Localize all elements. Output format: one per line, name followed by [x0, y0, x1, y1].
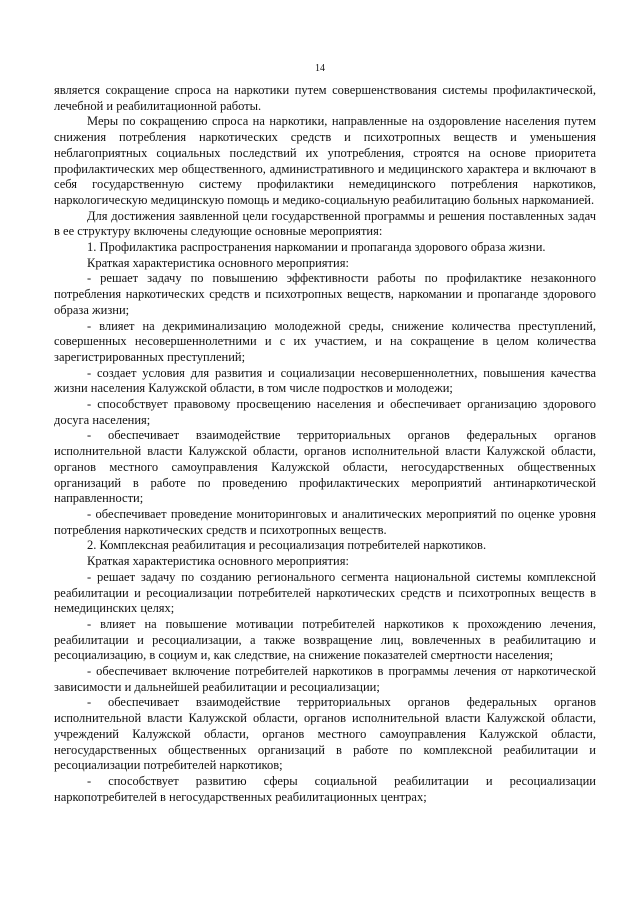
paragraph: Краткая характеристика основного мероприятия:	[87, 554, 349, 569]
list-item: - обеспечивает взаимодействие территориальных органов федеральных органов исполнительной власти Калужской области, органов исполнительной власти Калужской области, учреждений Калужской области, органов местного самоуправления Калужской области, негосударственных общественных организаций в работе по комплексной реабилитации и ресоциализации потребителей наркотиков;	[54, 695, 596, 773]
paragraph: Для достижения заявленной цели государственной программы и решения поставленных задач в ее структуру включены следующие основные мероприятия:	[54, 208, 596, 239]
paragraph: Меры по сокращению спроса на наркотики, направленные на оздоровление населения путем снижения потребления наркотических средств и психотропных веществ и уменьшения неблагоприятных социальных последствий их употребления, строятся на основе приоритета профилактических мер общественного, административного и медицинского характера и включают в себя государственную систему профилактики немедицинского потребления наркотиков, наркологическую медицинскую помощь и медико-социальную реабилитацию больных наркоманией.	[54, 114, 596, 207]
list-item: - обеспечивает взаимодействие территориальных органов федеральных органов исполнительной власти Калужской области, органов исполнительной власти Калужской области, органов местного самоуправления Калужской области, негосударственных общественных организаций в работе по проведению профилактических мероприятий антинаркотической направленности;	[54, 428, 596, 506]
list-item: - обеспечивает проведение мониторинговых и аналитических мероприятий по оценке уровня потребления наркотических средств и психотропных веществ.	[54, 506, 596, 537]
body-text	[54, 83, 596, 805]
list-item: - способствует правовому просвещению населения и обеспечивает организацию здорового досуга населения;	[54, 397, 596, 427]
list-item: - влияет на повышение мотивации потребителей наркотиков к прохождению лечения, реабилитации и ресоциализации, а также возвращение лиц, вовлеченных в реабилитацию и ресоциализацию, в социум и, как следствие, на снижение показателей смертности населения;	[54, 616, 596, 663]
list-item: - обеспечивает включение потребителей наркотиков в программы лечения от наркотической зависимости и дальнейшей реабилитации и ресоциализации;	[54, 664, 596, 694]
list-item: - создает условия для развития и социализации несовершеннолетних, повышения качества жизни населения Калужской области, в том числе подростков и молодежи;	[54, 365, 596, 396]
list-item: - способствует развитию сферы социальной реабилитации и ресоциализации наркопотребителей в негосударственных реабилитационных центрах;	[54, 773, 596, 804]
list-item: - решает задачу по повышению эффективности работы по профилактике незаконного потребления наркотических средств и психотропных веществ, наркомании и пропаганде здорового образа жизни;	[54, 271, 596, 317]
page-number: 14	[315, 63, 325, 74]
paragraph: Краткая характеристика основного мероприятия:	[87, 255, 349, 270]
section-heading: 1. Профилактика распространения наркомании и пропаганда здорового образа жизни.	[87, 240, 546, 255]
section-heading: 2. Комплексная реабилитация и ресоциализация потребителей наркотиков.	[87, 538, 487, 553]
list-item: - решает задачу по созданию регионального сегмента национальной системы комплексной реабилитации и ресоциализации потребителей наркотических средств и психотропных веществ в немедицинских целях;	[54, 569, 596, 616]
paragraph: является сокращение спроса на наркотики путем совершенствования системы профилактической, лечебной и реабилитационной работы.	[54, 83, 596, 113]
list-item: - влияет на декриминализацию молодежной среды, снижение количества преступлений, совершенных несовершеннолетними и с их участием, и на сокращение в целом количества зарегистрированных преступлений;	[54, 318, 596, 364]
